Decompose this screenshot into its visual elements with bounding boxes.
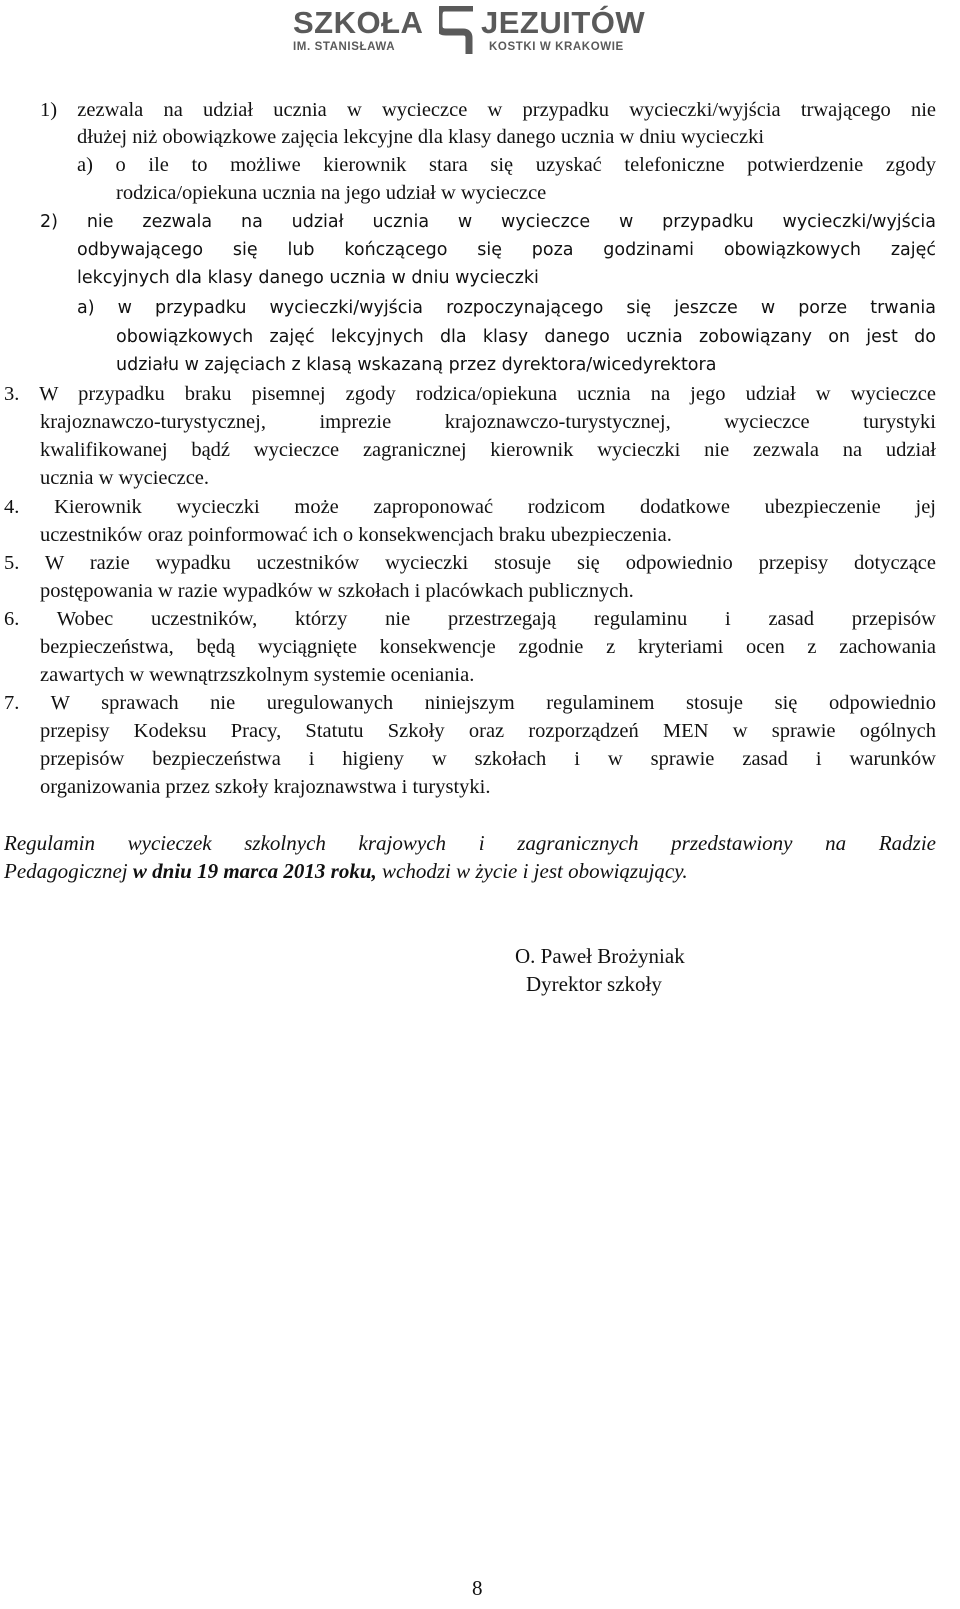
text-line: ucznia w wycieczce. (40, 467, 210, 489)
page-number: 8 (472, 1576, 483, 1600)
text-line: 6. Wobec uczestników, którzy nie przestrzegają regulaminu i zasad przepisów (4, 608, 936, 630)
logo-emblem-icon (439, 6, 475, 56)
logo-word-left: SZKOŁA (293, 5, 424, 40)
text-line: przepisów bezpieczeństwa i higieny w szkołach i w sprawie zasad i warunków (40, 748, 936, 770)
text-line: przepisy Kodeksu Pracy, Statutu Szkoły oraz rozporządzeń MEN w sprawie ogólnych (40, 720, 936, 742)
text-line: lekcyjnych dla klasy danego ucznia w dniu wycieczki (77, 268, 539, 288)
logo-subtitle-right: KOSTKI W KRAKOWIE (489, 41, 624, 53)
text-line: 7. W sprawach nie uregulowanych niniejszym regulaminem stosuje się odpowiednio (4, 692, 936, 714)
logo-word-right: JEZUITÓW (481, 5, 646, 40)
text-line: 5. W razie wypadku uczestników wycieczki stosuje się odpowiednio przepisy dotyczące (4, 552, 936, 574)
closing-statement-line1: Regulamin wycieczek szkolnych krajowych i zagranicznych przedstawiony na Radzie (4, 831, 936, 855)
closing-date: w dniu 19 marca 2013 roku, (132, 859, 377, 883)
text-line: 4. Kierownik wycieczki może zaproponować rodzicom dodatkowe ubezpieczenie jej (4, 496, 936, 518)
text-line: zawartych w wewnątrzszkolnym systemie oceniania. (40, 664, 475, 686)
text-line: organizowania przez szkoły krajoznawstwa i turystyki. (40, 776, 491, 798)
signature-name: O. Paweł Brożyniak (515, 944, 685, 968)
text-line: odbywającego się lub kończącego się poza godzinami obowiązkowych zajęć (77, 240, 936, 260)
text-line: 2) nie zezwala na udział ucznia w wycieczce w przypadku wycieczki/wyjścia (40, 212, 936, 232)
signature-title: Dyrektor szkoły (526, 972, 662, 996)
school-logo (293, 6, 669, 56)
logo-subtitle-left: IM. STANISŁAWA (293, 41, 396, 53)
closing-statement-line2 (4, 858, 688, 884)
text-line: a) o ile to możliwe kierownik stara się uzyskać telefoniczne potwierdzenie zgody (77, 154, 936, 176)
text-line: udziału w zajęciach z klasą wskazaną przez dyrektora/wicedyrektora (116, 355, 717, 375)
text-line: krajoznawczo-turystycznej, imprezie krajoznawczo-turystycznej, wycieczce turystyki (40, 411, 936, 433)
text-line: bezpieczeństwa, będą wyciągnięte konsekwencje zgodnie z kryteriami ocen z zachowania (40, 636, 936, 658)
closing-text-c: wchodzi w życie i jest obowiązujący. (376, 859, 688, 883)
text-line: uczestników oraz poinformować ich o konsekwencjach braku ubezpieczenia. (40, 524, 672, 546)
text-line: kwalifikowanej bądź wycieczce zagranicznej kierownik wycieczki nie zezwala na udział (40, 439, 936, 461)
text-line: a) w przypadku wycieczki/wyjścia rozpoczynającego się jeszcze w porze trwania (77, 298, 936, 318)
text-line: obowiązkowych zajęć lekcyjnych dla klasy danego ucznia zobowiązany on jest do (116, 327, 936, 347)
text-line: rodzica/opiekuna ucznia na jego udział w wycieczce (116, 182, 547, 204)
text-line: 3. W przypadku braku pisemnej zgody rodzica/opiekuna ucznia na jego udział w wycieczce (4, 383, 936, 405)
closing-text-a: Pedagogicznej (4, 859, 133, 883)
text-line: postępowania w razie wypadków w szkołach i placówkach publicznych. (40, 580, 634, 602)
text-line: 1) zezwala na udział ucznia w wycieczce w przypadku wycieczki/wyjścia trwającego nie (40, 99, 936, 121)
text-line: dłużej niż obowiązkowe zajęcia lekcyjne dla klasy danego ucznia w dniu wycieczki (77, 126, 765, 148)
